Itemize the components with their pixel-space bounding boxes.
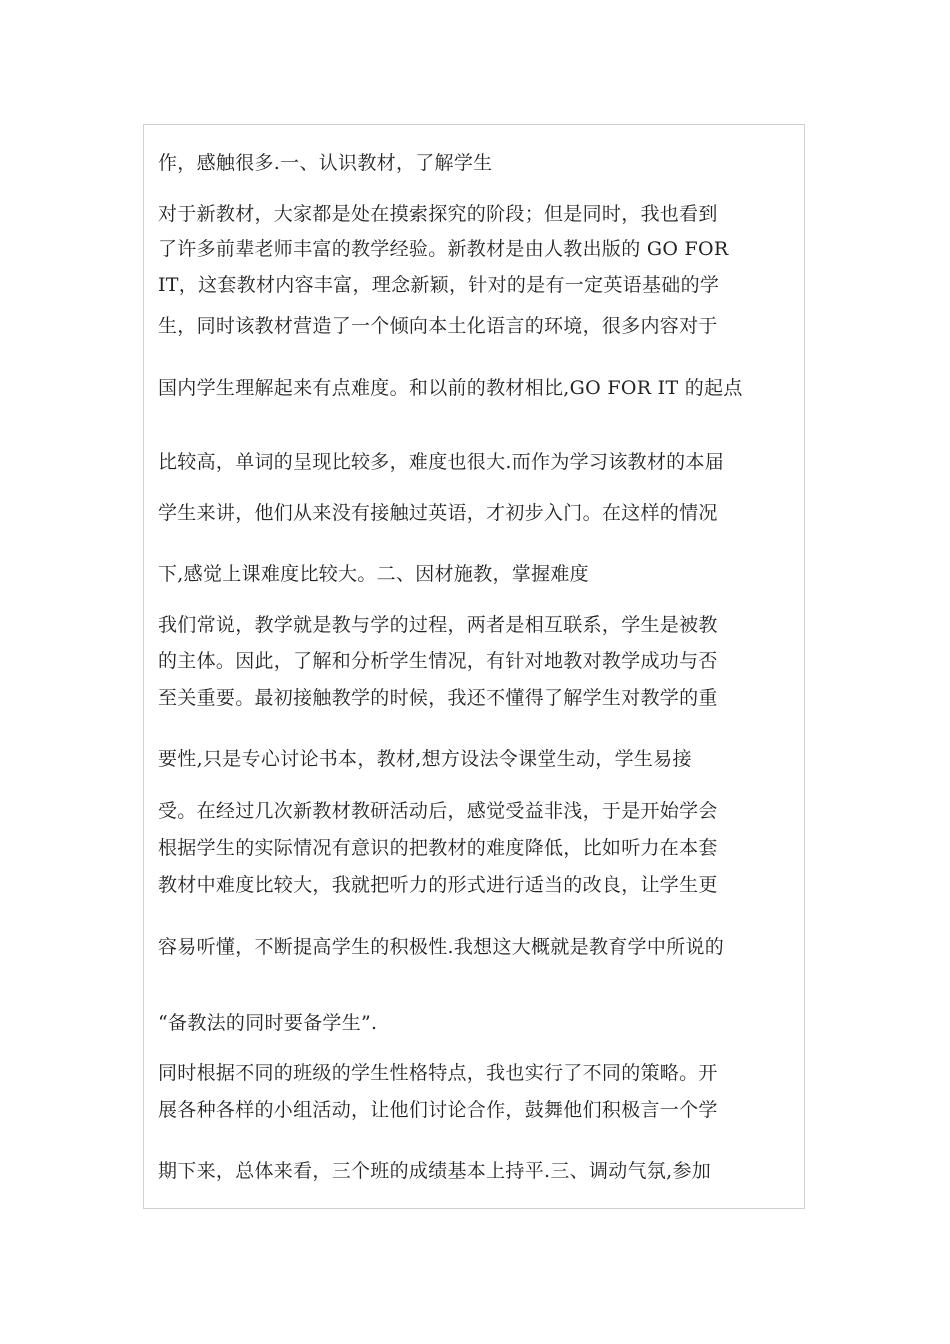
text-line: 比较高，单词的呈现比较多，难度也很大.而作为学习该教材的本届	[158, 451, 725, 473]
text-line: 至关重要。最初接触教学的时候，我还不懂得了解学生对教学的重	[158, 687, 718, 709]
text-line: 作，感触很多.一、认识教材，了解学生	[158, 152, 493, 174]
text-line: 同时根据不同的班级的学生性格特点，我也实行了不同的策略。开	[158, 1062, 718, 1084]
text-line: 受。在经过几次新教材教研活动后，感觉受益非浅，于是开始学会	[158, 800, 718, 822]
text-line: 学生来讲，他们从来没有接触过英语，才初步入门。在这样的情况	[158, 502, 718, 524]
text-line: 要性,只是专心讨论书本，教材,想方设法令课堂生动，学生易接	[158, 748, 692, 770]
text-line: 了许多前辈老师丰富的教学经验。新教材是由人教出版的 GO FOR	[158, 238, 729, 260]
text-line: 容易听懂，不断提高学生的积极性.我想这大概就是教育学中所说的	[158, 936, 725, 958]
text-line: 国内学生理解起来有点难度。和以前的教材相比,GO FOR IT 的起点	[158, 377, 743, 399]
text-line: 的主体。因此，了解和分析学生情况，有针对地教对教学成功与否	[158, 650, 718, 672]
text-line: 我们常说，教学就是教与学的过程，两者是相互联系，学生是被教	[158, 614, 718, 636]
text-line: 教材中难度比较大，我就把听力的形式进行适当的改良，让学生更	[158, 874, 718, 896]
text-line: IT，这套教材内容丰富，理念新颖，针对的是有一定英语基础的学	[158, 274, 720, 296]
text-line: 展各种各样的小组活动，让他们讨论合作，鼓舞他们积极言一个学	[158, 1099, 718, 1121]
text-line: 对于新教材，大家都是处在摸索探究的阶段；但是同时，我也看到	[158, 203, 718, 225]
text-line: 生，同时该教材营造了一个倾向本土化语言的环境，很多内容对于	[158, 315, 718, 337]
text-line: 下,感觉上课难度比较大。二、因材施教，掌握难度	[158, 563, 589, 585]
text-line: 根据学生的实际情况有意识的把教材的难度降低，比如听力在本套	[158, 837, 718, 859]
text-line: “备教法的同时要备学生”.	[158, 1012, 378, 1034]
text-line: 期下来，总体来看，三个班的成绩基本上持平.三、调动气氛,参加	[158, 1160, 712, 1182]
